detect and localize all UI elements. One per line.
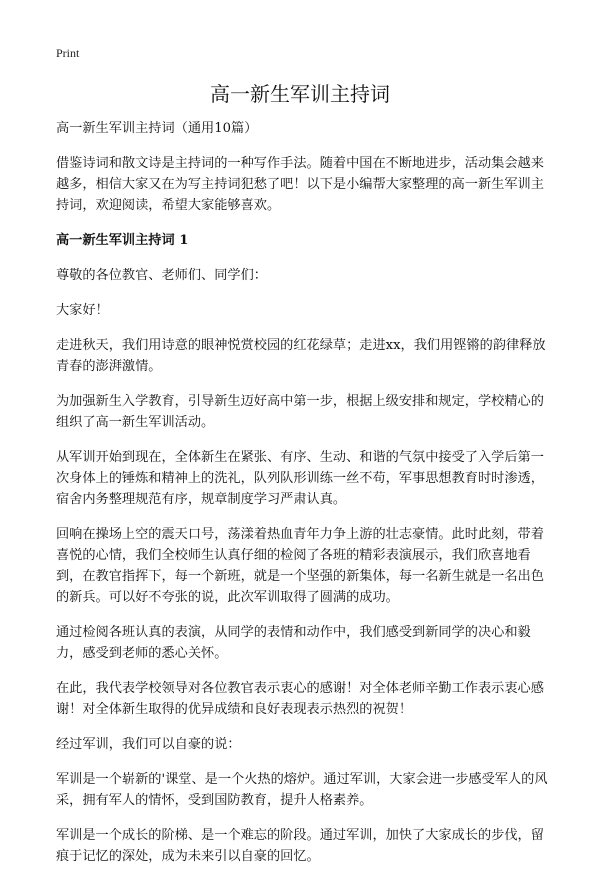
section-heading: 高一新生军训主持词 1 bbox=[56, 233, 189, 248]
paragraph: 从军训开始到现在，全体新生在紧张、有序、生动、和谐的气氛中接受了入学后第一次身体上的锤炼和精神上的洗礼，队列队形训练一丝不苟，军事思想教育时时渗透，宿舍内务整理规范有序，规章制度学习严肃认真。 bbox=[56, 450, 544, 507]
paragraph: 在此，我代表学校领导对各位教官表示衷心的感谢！对全体老师辛勤工作表示衷心感谢！对全体新生取得的优异成绩和良好表现表示热烈的祝贺！ bbox=[56, 681, 544, 717]
page-title: 高一新生军训主持词 bbox=[210, 82, 390, 106]
paragraph: 军训是一个成长的阶梯、是一个难忘的阶段。通过军训，加快了大家成长的步伐，留痕于记忆的深处，成为未来引以自豪的回忆。 bbox=[56, 828, 544, 864]
paragraph: 军训是一个崭新的'课堂、是一个火热的熔炉。通过军训，大家会进一步感受军人的风采，拥有军人的情怀，受到国防教育，提升人格素养。 bbox=[56, 772, 548, 808]
paragraph-greeting: 大家好！ bbox=[56, 303, 109, 318]
print-link[interactable]: Print bbox=[56, 46, 80, 60]
intro-paragraph: 借鉴诗词和散文诗是主持词的一种写作手法。随着中国在不断地进步，活动集会越来越多，相信大家又在为写主持词犯愁了吧！以下是小编帮大家整理的高一新生军训主持词，欢迎阅读，希望大家能够喜欢。 bbox=[56, 156, 544, 213]
paragraph: 经过军训，我们可以自豪的说： bbox=[56, 737, 241, 752]
paragraph-salutation: 尊敬的各位教官、老师们、同学们： bbox=[56, 268, 267, 283]
paragraph: 走进秋天，我们用诗意的眼神悦赏校园的红花绿草；走进xx，我们用铿锵的韵律释放青春的澎湃激情。 bbox=[56, 338, 546, 374]
paragraph: 回响在操场上空的震天口号，荡漾着热血青年力争上游的壮志豪情。此时此刻，带着喜悦的心情，我们全校师生认真仔细的检阅了各班的精彩表演展示，我们欣喜地看到，在教官指挥下，每一个新班，就是一个坚强的新集体，每一名新生就是一名出色的新兵。可以好不夸张的说，此次军训取得了圆满的成功。 bbox=[56, 527, 544, 605]
paragraph: 通过检阅各班认真的表演，从同学的表情和动作中，我们感受到新同学的决心和毅力，感受到老师的悉心关怀。 bbox=[56, 625, 531, 661]
paragraph: 为加强新生入学教育，引导新生迈好高中第一步，根据上级安排和规定，学校精心的组织了高一新生军训活动。 bbox=[56, 394, 544, 430]
article-subtitle: 高一新生军训主持词（通用10篇） bbox=[56, 121, 258, 136]
article-body bbox=[56, 118, 556, 881]
